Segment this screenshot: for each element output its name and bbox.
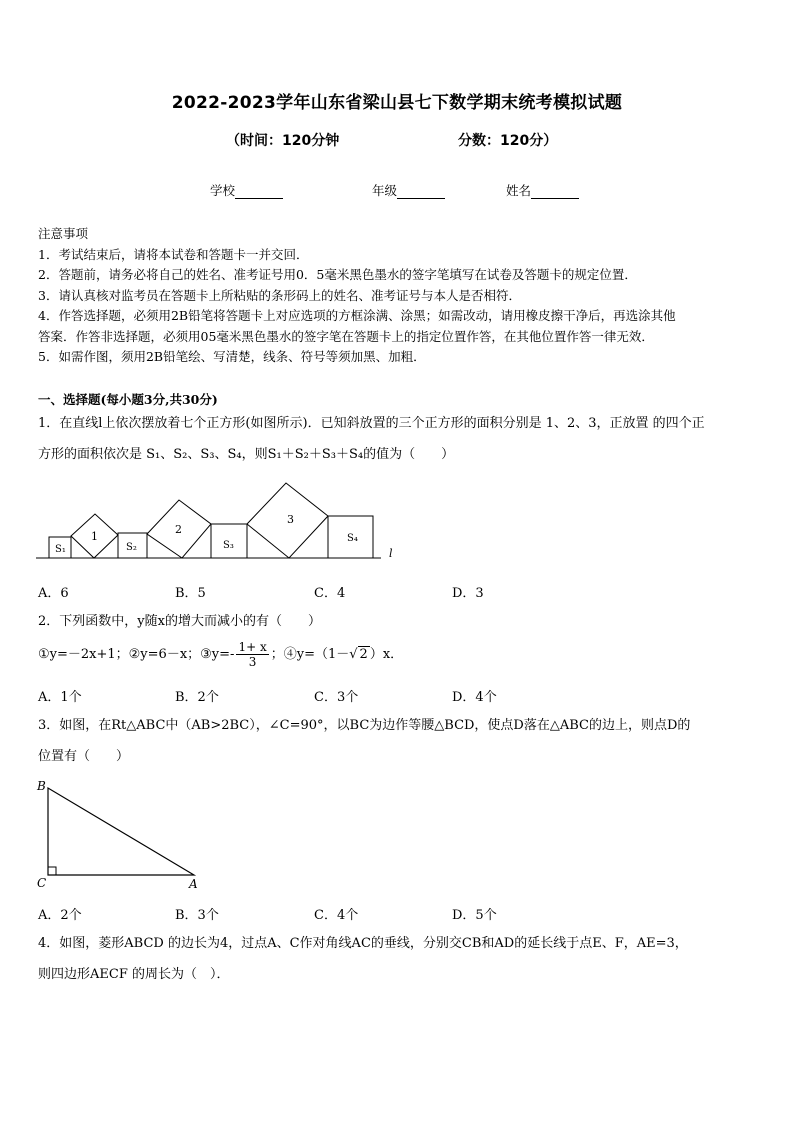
fraction-numerator: 1+ x	[238, 640, 267, 654]
label-1: 1	[91, 530, 98, 543]
q1-option-b: B．5	[175, 586, 206, 601]
right-angle-mark	[48, 867, 56, 875]
section-heading: 一、选择题(每小题3分,共30分)	[38, 392, 218, 407]
exam-time: （时间：120分钟	[226, 133, 340, 149]
name-field	[506, 181, 579, 199]
q1-squares-figure	[36, 478, 406, 566]
sqrt-radicand: 2	[359, 647, 368, 662]
fraction-denominator: 3	[248, 655, 257, 669]
q2-func-part3: ）x．	[369, 647, 404, 662]
q3-line1: 3．如图，在Rt△ABC中（AB>2BC），∠C=90°，以BC为边作等腰△BCD，使点D落在△ABC的边上，则点D的	[38, 718, 691, 733]
notes-heading: 注意事项	[38, 226, 89, 241]
q2-func-part2: ；④y=（1－	[270, 647, 350, 662]
label-s1: S₁	[55, 544, 66, 555]
q2-option-d: D．4个	[452, 690, 497, 705]
q1-option-a: A．6	[38, 586, 69, 601]
q3-option-d: D．5个	[452, 908, 497, 923]
q3-option-b: B．3个	[175, 908, 219, 923]
q3-option-a: A．2个	[38, 908, 82, 923]
note-item: 答案．作答非选择题，必须用05毫米黑色墨水的签字笔在答题卡上的指定位置作答，在其他位置作答一律无效．	[38, 328, 654, 344]
name-blank	[531, 186, 579, 199]
label-l: l	[389, 547, 393, 560]
label-b: B	[37, 779, 46, 793]
school-field	[210, 181, 283, 199]
note-item: 4．作答选择题，必须用2B铅笔将答题卡上对应选项的方框涂满、涂黑；如需改动，请用橡皮擦干净后，再选涂其他	[38, 308, 676, 323]
q4-line2: 则四边形AECF 的周长为（ ）．	[38, 967, 230, 982]
label-c: C	[37, 876, 47, 890]
q1-option-d: D．3	[452, 586, 484, 601]
label-2: 2	[175, 523, 182, 536]
sqrt-symbol: √	[349, 647, 358, 662]
label-a: A	[189, 877, 198, 891]
question-1	[38, 408, 760, 470]
q3-option-c: C．4个	[314, 908, 359, 923]
q2-fraction	[236, 640, 268, 669]
q3-line2: 位置有（ ）	[38, 749, 130, 764]
school-label: 学校	[210, 183, 236, 198]
q1-line1: 1．在直线l上依次摆放着七个正方形(如图所示)．已知斜放置的三个正方形的面积分别是 1、2、3，正放置 的四个正	[38, 416, 705, 431]
q3-triangle-figure	[34, 776, 210, 892]
grade-blank	[397, 186, 445, 199]
page-title: 2022-2023学年山东省梁山县七下数学期末统考模拟试题	[171, 93, 623, 113]
note-item: 2．答题前，请务必将自己的姓名、准考证号用0．5毫米黑色墨水的签字笔填写在试卷及答题卡的规定位置．	[38, 267, 637, 282]
q2-functions	[38, 640, 403, 669]
q2-option-b: B．2个	[175, 690, 219, 705]
note-item: 5．如需作图，须用2B铅笔绘、写清楚，线条、符号等须加黑、加粗．	[38, 349, 426, 364]
q2-func-part1: ①y=－2x+1；②y=6－x；③y=-	[38, 647, 235, 662]
note-item: 1．考试结束后，请将本试卷和答题卡一并交回．	[38, 246, 309, 262]
label-s2: S₂	[126, 542, 137, 553]
label-3: 3	[287, 513, 294, 526]
school-blank	[235, 186, 283, 199]
grade-field	[372, 181, 445, 199]
grade-label: 年级	[372, 183, 398, 198]
triangle-abc	[48, 788, 194, 875]
q1-option-c: C．4	[314, 586, 346, 601]
q2-option-c: C．3个	[314, 690, 359, 705]
question-3	[38, 710, 760, 772]
q1-line2: 方形的面积依次是 S₁、S₂、S₃、S₄，则S₁＋S₂＋S₃＋S₄的值为（ ）	[38, 447, 455, 462]
q4-line1: 4．如图，菱形ABCD 的边长为4，过点A、C作对角线AC的垂线，分别交CB和AD的延长线于点E、F，AE=3，	[38, 936, 688, 951]
exam-score: 分数：120分）	[458, 133, 558, 149]
q2-option-a: A．1个	[38, 690, 82, 705]
question-4	[38, 928, 760, 990]
note-item: 3．请认真核对监考员在答题卡上所粘贴的条形码上的姓名、准考证号与本人是否相符．	[38, 287, 521, 303]
label-s4: S₄	[347, 533, 358, 544]
question-2	[38, 606, 760, 637]
q2-line1: 2．下列函数中，y随x的增大而减小的有（ ）	[38, 614, 321, 629]
notes-block	[38, 224, 760, 368]
name-label: 姓名	[506, 183, 532, 198]
label-s3: S₃	[223, 540, 234, 551]
